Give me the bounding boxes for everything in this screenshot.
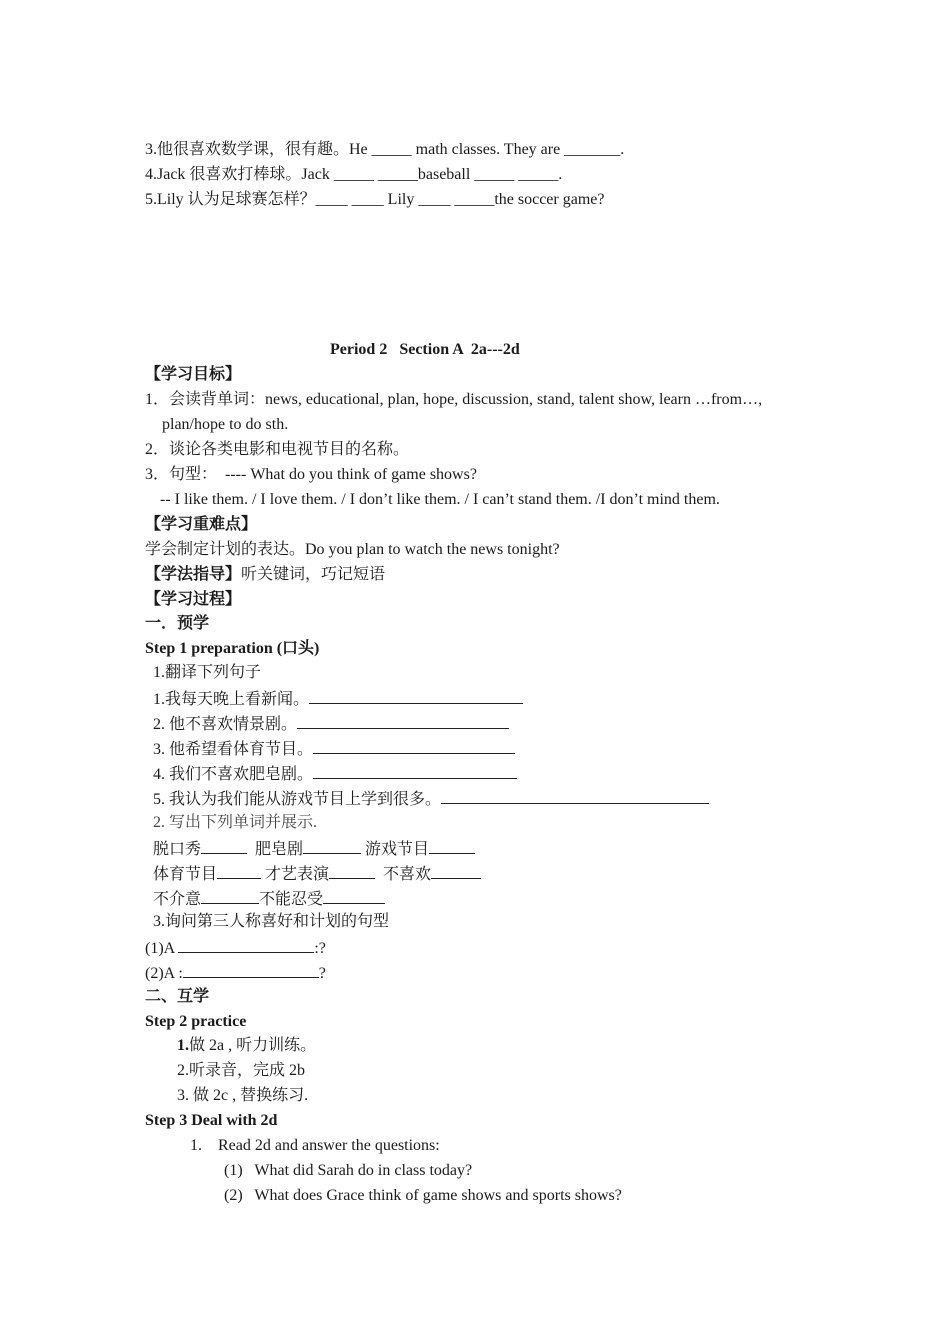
words-row-1 <box>153 838 475 860</box>
patterns-heading: 3.询问第三人称喜好和计划的句型 <box>153 913 390 930</box>
goal-1-cont: plan/hope to do sth. <box>162 416 289 433</box>
practice-3: 3. 做 2c , 替换练习. <box>177 1087 309 1104</box>
answer-blank[interactable] <box>313 763 517 779</box>
word-soap-opera: 肥皂剧 <box>255 841 304 858</box>
mutual-heading: 二、互学 <box>145 988 210 1005</box>
answer-blank[interactable] <box>441 788 709 804</box>
practice-1-number: 1. <box>177 1037 189 1054</box>
practice-1 <box>177 1036 316 1056</box>
question-1: (1) What did Sarah do in class today? <box>224 1162 473 1179</box>
word-dislike: 不喜欢 <box>383 866 432 883</box>
goal-1: 1．会读背单词：news, educational, plan, hope, discussion, stand, talent show, learn …from…, <box>145 391 763 408</box>
translate-heading: 1.翻译下列句子 <box>153 664 262 681</box>
pattern-blank[interactable] <box>183 962 319 978</box>
item-5: 5.Lily 认为足球赛怎样？____ ____ Lily ____ _____the soccer game? <box>145 191 605 208</box>
step-2-heading: Step 2 practice <box>145 1013 247 1030</box>
pattern-1-label: (1)A <box>145 940 179 957</box>
read-2d: 1. Read 2d and answer the questions: <box>190 1137 440 1154</box>
pattern-1 <box>145 937 326 959</box>
word-blank[interactable] <box>329 863 375 879</box>
goals-heading: 【学习目标】 <box>145 366 242 383</box>
word-game-show: 游戏节目 <box>365 841 430 858</box>
sentence-1 <box>153 688 523 710</box>
step-1-heading: Step 1 preparation (口头) <box>145 640 320 657</box>
answer-blank[interactable] <box>297 713 509 729</box>
sentence-5 <box>153 788 709 810</box>
word-blank[interactable] <box>323 888 385 904</box>
goal-3: 3．句型： ---- What do you think of game shows? <box>145 466 477 483</box>
key-heading: 【学习重难点】 <box>145 516 258 533</box>
method-text: 听关键词，巧记短语 <box>241 566 386 583</box>
pattern-blank[interactable] <box>178 937 314 953</box>
practice-1-text: 做 2a , 听力训练。 <box>189 1037 317 1054</box>
pattern-2-end: ? <box>318 965 326 982</box>
words-heading: 2. 写出下列单词并展示. <box>153 814 318 831</box>
goal-3-cont: -- I like them. / I love them. / I don’t like them. / I can’t stand them. /I don’t mind them. <box>160 491 720 508</box>
practice-2: 2.听录音，完成 2b <box>177 1062 306 1079</box>
sentence-5-text: 5. 我认为我们能从游戏节目上学到很多。 <box>153 791 442 808</box>
page-title: Period 2 Section A 2a---2d <box>330 341 520 358</box>
word-dont-mind: 不介意 <box>153 891 202 908</box>
word-blank[interactable] <box>431 863 481 879</box>
process-heading: 【学习过程】 <box>145 591 242 608</box>
words-row-2 <box>153 863 481 885</box>
sentence-2 <box>153 713 509 735</box>
word-blank[interactable] <box>303 838 361 854</box>
word-blank[interactable] <box>429 838 475 854</box>
item-4: 4.Jack 很喜欢打棒球。Jack _____ _____baseball _____ _____. <box>145 166 563 183</box>
pattern-2-label: (2)A : <box>145 965 183 982</box>
word-cant-stand: 不能忍受 <box>259 891 324 908</box>
sentence-4 <box>153 763 517 785</box>
sentence-3-text: 3. 他希望看体育节目。 <box>153 741 314 758</box>
pattern-2 <box>145 962 326 984</box>
answer-blank[interactable] <box>309 688 523 704</box>
word-talk-show: 脱口秀 <box>153 841 202 858</box>
step-3-heading: Step 3 Deal with 2d <box>145 1112 278 1129</box>
method-heading: 【学法指导】 <box>145 566 242 583</box>
item-3: 3.他很喜欢数学课，很有趣。He _____ math classes. They are _______. <box>145 141 625 158</box>
sentence-2-text: 2. 他不喜欢情景剧。 <box>153 716 298 733</box>
word-blank[interactable] <box>217 863 261 879</box>
pattern-1-end: :? <box>314 940 326 957</box>
word-talent-show: 才艺表演 <box>265 866 330 883</box>
word-blank[interactable] <box>201 838 247 854</box>
answer-blank[interactable] <box>313 738 515 754</box>
sentence-4-text: 4. 我们不喜欢肥皂剧。 <box>153 766 314 783</box>
goal-2: 2．谈论各类电影和电视节目的名称。 <box>145 441 410 458</box>
key-text: 学会制定计划的表达。Do you plan to watch the news tonight? <box>145 541 560 558</box>
sentence-1-text: 1.我每天晚上看新闻。 <box>153 691 310 708</box>
question-2: (2) What does Grace think of game shows and sports shows? <box>224 1187 622 1204</box>
method-line <box>145 565 385 585</box>
words-row-3 <box>153 888 385 910</box>
sentence-3 <box>153 738 515 760</box>
word-blank[interactable] <box>201 888 259 904</box>
pre-heading: 一．预学 <box>145 615 210 632</box>
word-sports-show: 体育节目 <box>153 866 218 883</box>
